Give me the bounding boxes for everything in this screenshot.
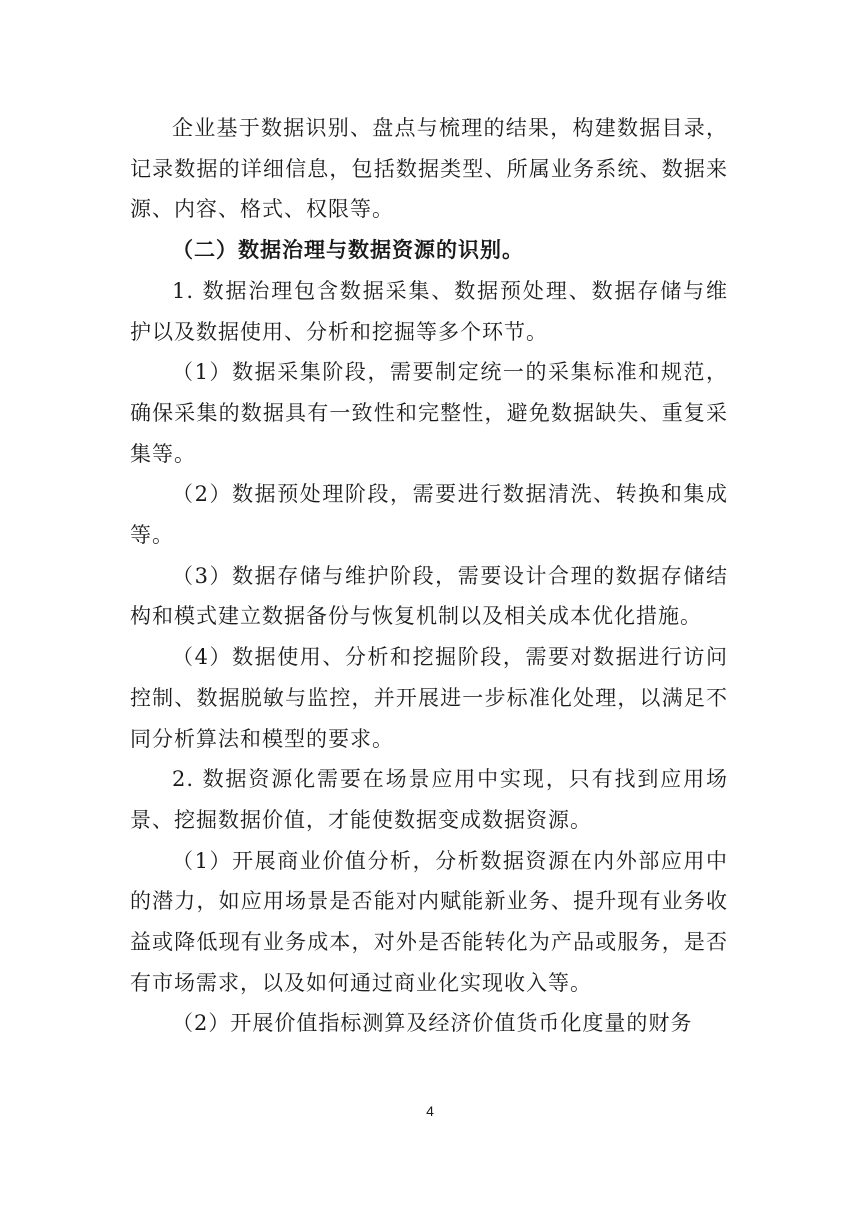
- paragraph-value-metrics: （2）开展价值指标测算及经济价值货币化度量的财务: [172, 1011, 693, 1036]
- paragraph-preprocessing-stage: （2）数据预处理阶段，需要进行数据清洗、转换和集成等。: [130, 482, 728, 548]
- page-number: 4: [426, 1103, 434, 1119]
- paragraph-commercial-value: （1）开展商业价值分析，分析数据资源在内外部应用中的潜力，如应用场景是否能对内赋能新业务、提升现有业务收益或降低现有业务成本，对外是否能转化为产品或服务，是否有市场需求，以及如何通过商业化实现收入等。: [130, 848, 728, 995]
- paragraph-usage-stage: （4）数据使用、分析和挖掘阶段，需要对数据进行访问控制、数据脱敏与监控，并开展进一步标准化处理，以满足不同分析算法和模型的要求。: [130, 645, 728, 751]
- section-heading-data-governance: （二）数据治理与数据资源的识别。: [172, 237, 524, 263]
- body-text: [130, 108, 728, 1044]
- paragraph-collection-stage: （1）数据采集阶段，需要制定统一的采集标准和规范，确保采集的数据具有一致性和完整性，避免数据缺失、重复采集等。: [130, 360, 728, 466]
- paragraph-governance-stages: 1. 数据治理包含数据采集、数据预处理、数据存储与维护以及数据使用、分析和挖掘等多个环节。: [130, 278, 728, 344]
- paragraph-resourcing: 2. 数据资源化需要在场景应用中实现，只有找到应用场景、挖掘数据价值，才能使数据变成数据资源。: [130, 767, 728, 832]
- paragraph-storage-stage: （3）数据存储与维护阶段，需要设计合理的数据存储结构和模式建立数据备份与恢复机制以及相关成本优化措施。: [130, 563, 728, 629]
- paragraph-data-catalog: 企业基于数据识别、盘点与梳理的结果，构建数据目录，记录数据的详细信息，包括数据类型、所属业务系统、数据来源、内容、格式、权限等。: [130, 116, 728, 222]
